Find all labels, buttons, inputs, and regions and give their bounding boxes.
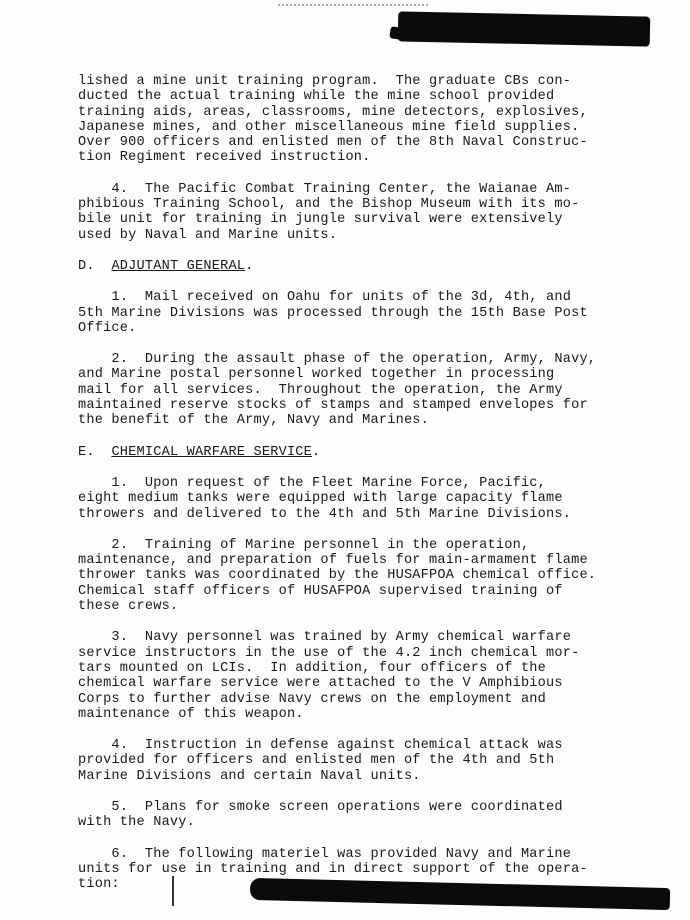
text-line: training aids, areas, classrooms, mine detectors, explosives, (78, 104, 588, 120)
text-line: eight medium tanks were equipped with large capacity flame (78, 491, 563, 507)
text-line: chemical warfare service were attached to the V Amphibious (78, 676, 563, 692)
text-line: phibious Training School, and the Bishop Museum with its mo- (78, 197, 580, 213)
section-title: CHEMICAL WARFARE SERVICE (111, 444, 313, 460)
paragraph-e3-navy-personnel (78, 630, 658, 722)
section-title-punct: . (312, 444, 321, 460)
text-line: 1. Mail received on Oahu for units of the 3d, 4th, and (78, 290, 572, 306)
text-line: Chemical staff officers of HUSAFPOA supervised training of (78, 583, 563, 599)
text-line: Marine Divisions and certain Naval units. (78, 768, 421, 784)
section-letter: D. (78, 258, 95, 274)
text-line: Over 900 officers and enlisted men of the 8th Naval Construc- (78, 135, 588, 151)
text-line: mail for all services. Throughout the operation, the Army (78, 382, 563, 398)
text-line: units for use in training and in direct support of the opera- (78, 861, 588, 877)
paragraph-e4-defense (78, 738, 658, 784)
text-line: with the Navy. (78, 815, 196, 831)
text-line: service instructors in the use of the 4.2 inch chemical mor- (78, 645, 580, 661)
text-line: 2. During the assault phase of the operation, Army, Navy, (78, 352, 597, 368)
bottom-pen-mark (172, 876, 254, 906)
text-line: the benefit of the Army, Navy and Marines. (78, 413, 430, 429)
paragraph-e1-flame-tanks (78, 476, 658, 522)
paragraph-4-training-centers (78, 182, 658, 243)
text-line: 1. Upon request of the Fleet Marine Force, Pacific, (78, 475, 547, 491)
text-line: maintenance, and preparation of fuels for main-armament flame (78, 553, 588, 569)
text-line: bile unit for training in jungle survival were extensively (78, 212, 563, 228)
paragraph-mine-training (78, 74, 658, 166)
text-line: lished a mine unit training program. The graduate CBs con- (78, 74, 572, 89)
text-line: Office. (78, 320, 137, 336)
text-line: tion Regiment received instruction. (78, 150, 371, 166)
text-line: maintenance of this weapon. (78, 706, 304, 722)
text-line: 3. Navy personnel was trained by Army chemical warfare (78, 630, 572, 646)
text-line: maintained reserve stocks of stamps and stamped envelopes for (78, 398, 588, 414)
paragraph-e2-training (78, 538, 658, 614)
text-line: thrower tanks was coordinated by the HUSAFPOA chemical office. (78, 568, 597, 584)
text-line: 6. The following materiel was provided Navy and Marine (78, 846, 572, 862)
text-line: 5. Plans for smoke screen operations were coordinated (78, 799, 563, 815)
text-line: and Marine postal personnel worked together in processing (78, 367, 555, 383)
text-line: these crews. (78, 599, 179, 615)
text-line: 4. Instruction in defense against chemical attack was (78, 738, 563, 754)
section-title: ADJUTANT GENERAL (111, 258, 246, 274)
text-line: tars mounted on LCIs. In addition, four officers of the (78, 660, 547, 676)
text-line: 2. Training of Marine personnel in the operation, (78, 537, 530, 553)
text-line: Corps to further advise Navy crews on the employment and (78, 691, 547, 707)
section-heading-chemical-warfare (78, 445, 658, 460)
text-line: 5th Marine Divisions was processed through the 15th Base Post (78, 305, 588, 321)
paragraph-d2-postal (78, 352, 658, 428)
section-heading-adjutant-general (78, 259, 658, 274)
text-line: ducted the actual training while the mine school provided (78, 89, 555, 105)
paragraph-d1-mail (78, 290, 658, 336)
text-line: 4. The Pacific Combat Training Center, the Waianae Am- (78, 181, 572, 197)
text-line: provided for officers and enlisted men of the 4th and 5th (78, 753, 555, 769)
document-body (78, 74, 658, 892)
text-line: Japanese mines, and other miscellaneous mine field supplies. (78, 119, 580, 135)
redaction-bar-top (398, 11, 651, 46)
section-title-punct: . (245, 258, 254, 274)
paragraph-e5-smoke (78, 800, 658, 831)
text-line: used by Naval and Marine units. (78, 227, 338, 243)
text-line: tion: (78, 877, 120, 893)
section-letter: E. (78, 444, 95, 460)
text-line: throwers and delivered to the 4th and 5th Marine Divisions. (78, 506, 572, 522)
